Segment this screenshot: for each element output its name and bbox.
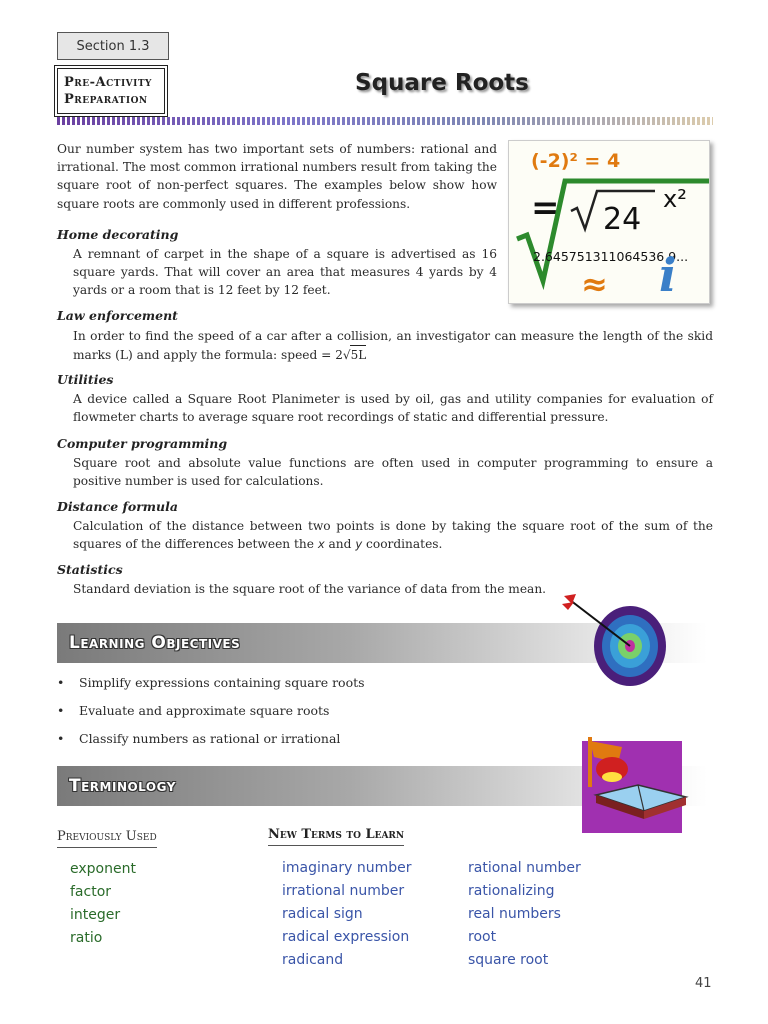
pre-activity-line2: Preparation — [64, 92, 148, 107]
target-icon — [560, 590, 668, 696]
objective-item — [57, 703, 329, 718]
square-root-illustration-svg — [509, 141, 711, 305]
section-label: Section 1.3 — [57, 32, 169, 60]
bullet: • — [57, 731, 65, 746]
text-computer-programming: Square root and absolute value functions are often used in computer programming to ensure a positive number is used for calculations. — [73, 456, 713, 489]
term-root: root — [468, 929, 497, 945]
pre-activity-box — [57, 68, 165, 114]
heading-law-enforcement: Law enforcement — [57, 308, 178, 323]
imaginary-i: i — [659, 248, 677, 302]
term-ratio: ratio — [70, 930, 103, 946]
intro-paragraph: Our number system has two important sets of numbers: rational and irrational. The most common irrational numbers result from taking the square root of non-perfect squares. The examples below show how square roots are commonly used in different professions. — [57, 142, 497, 211]
objective-item — [57, 675, 365, 690]
law-text: In order to find the speed of a car after a collision, an investigator can measure the length of the skid marks (L) and apply the formula: speed = — [73, 329, 713, 363]
approx-sign: ≈ — [581, 265, 608, 303]
new-terms-label: New Terms to Learn — [268, 827, 404, 846]
term-factor: factor — [70, 884, 112, 900]
term-integer: integer — [70, 907, 121, 923]
term-imaginary-number: imaginary number — [282, 860, 412, 876]
text-home-decorating: A remnant of carpet in the shape of a square is advertised as 16 square yards. That will cover an area that measures 4 yards by 4 yards or a room that is 12 feet by 12 feet. — [73, 247, 497, 298]
radicand-24: 24 — [603, 202, 642, 237]
pre-activity-line1: Pre-Activity — [64, 75, 152, 90]
var-x: x — [317, 537, 325, 552]
heading-computer-programming: Computer programming — [57, 436, 228, 451]
var-y: y — [355, 537, 363, 552]
distance-text-b: coordinates. — [362, 537, 443, 552]
term-radical-sign: radical sign — [282, 906, 363, 922]
objective-text-1: Simplify expressions containing square roots — [79, 675, 365, 690]
term-radicand: radicand — [282, 952, 344, 968]
formula-radicand: 5L — [350, 345, 367, 364]
decorative-divider — [57, 117, 713, 125]
previously-used-list — [70, 858, 136, 950]
heading-home-decorating: Home decorating — [57, 227, 179, 242]
equation-top: (-2)² = 4 — [531, 150, 621, 172]
square-root-illustration — [508, 140, 710, 304]
page-title: Square Roots — [355, 70, 529, 96]
term-radical-expression: radical expression — [282, 929, 410, 945]
text-statistics: Standard deviation is the square root of the variance of data from the mean. — [73, 582, 547, 596]
distance-and: and — [324, 537, 356, 552]
bullet: • — [57, 703, 65, 718]
term-rationalizing: rationalizing — [468, 883, 555, 899]
objective-text-2: Evaluate and approximate square roots — [79, 703, 330, 718]
term-exponent: exponent — [70, 861, 136, 877]
heading-utilities: Utilities — [57, 372, 114, 387]
previously-used-label: Previously Used — [57, 829, 157, 848]
learning-objectives-heading: Learning Objectives — [69, 633, 241, 653]
term-rational-number: rational number — [468, 860, 581, 876]
new-terms-list-2 — [468, 857, 581, 972]
heading-statistics: Statistics — [57, 562, 123, 577]
decimal-expansion: 2.645751311064536 9... — [533, 249, 689, 264]
equals-sign: = — [531, 188, 560, 228]
heading-distance-formula: Distance formula — [57, 499, 178, 514]
text-utilities: A device called a Square Root Planimeter is used by oil, gas and utility companies for evaluation of flowmeter charts to average square root recordings of static and differential pressure. — [73, 392, 713, 425]
objective-text-3: Classify numbers as rational or irrational — [79, 731, 341, 746]
formula-coefficient: 2 — [335, 348, 343, 363]
lamp-book-icon — [582, 735, 692, 835]
terminology-heading: Terminology — [69, 776, 176, 796]
term-real-numbers: real numbers — [468, 906, 561, 922]
x-squared: x² — [663, 185, 687, 213]
distance-text-a: Calculation of the distance between two points is done by taking the square root of the sum of the squares of the differences between the — [73, 519, 713, 552]
text-law-enforcement — [73, 327, 713, 364]
text-distance-formula — [73, 517, 713, 553]
objective-item — [57, 731, 340, 746]
term-irrational-number: irrational number — [282, 883, 405, 899]
bullet: • — [57, 675, 65, 690]
new-terms-list-1 — [282, 857, 411, 972]
speed-formula: 2√5L — [335, 348, 366, 362]
page-number: 41 — [695, 976, 712, 991]
term-square-root: square root — [468, 952, 549, 968]
